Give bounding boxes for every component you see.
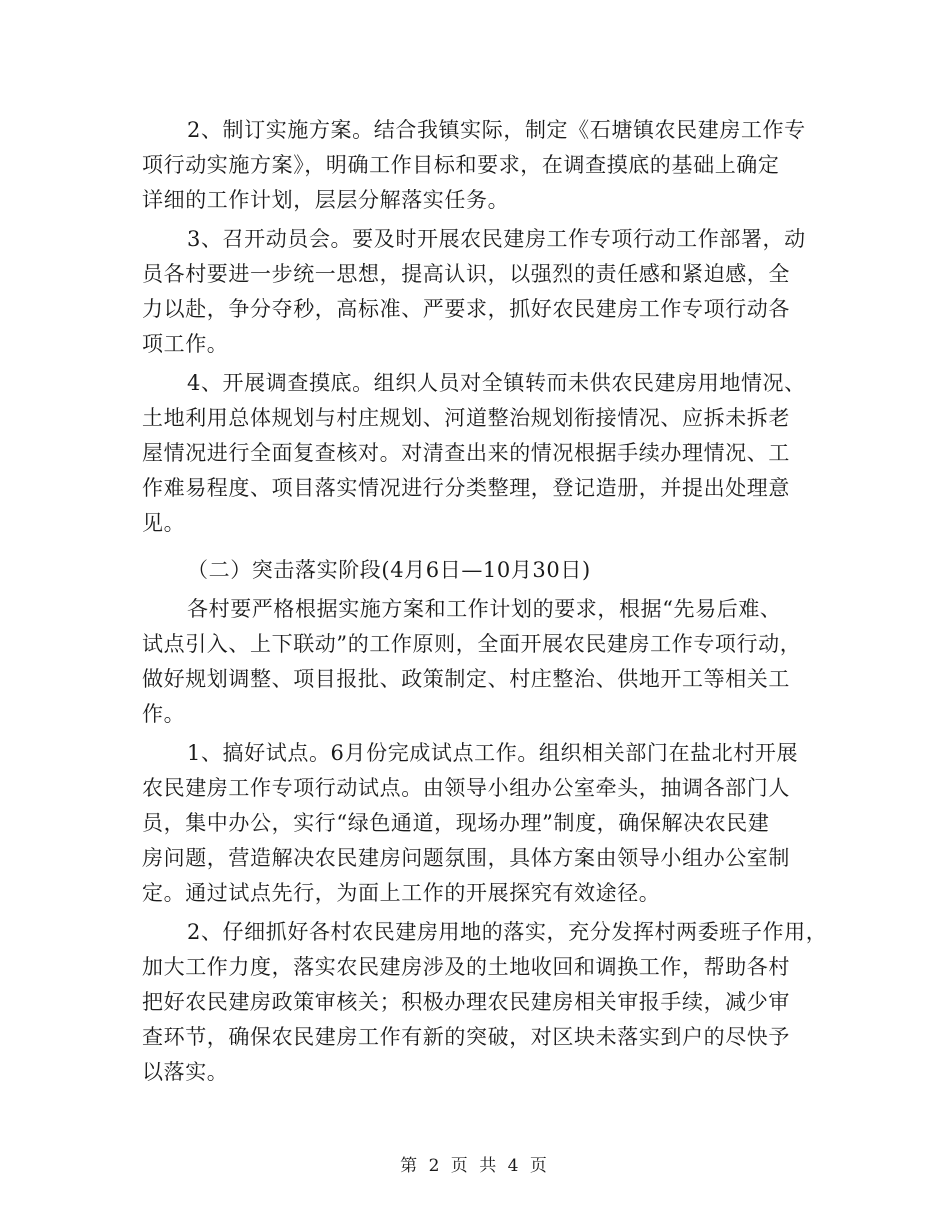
paragraph-line: 试点引入、上下联动”的工作原则，全面开展农民建房工作专项行动， — [142, 632, 802, 656]
paragraph-line: 农民建房工作专项行动试点。由领导小组办公室牵头，抽调各部门人 — [142, 776, 790, 800]
paragraph-line: 项工作。 — [142, 332, 229, 356]
paragraph-line: 作难易程度、项目落实情况进行分类整理，登记造册，并提出处理意 — [142, 476, 790, 500]
paragraph-line: 1、搞好试点。6月份完成试点工作。组织相关部门在盐北村开展 — [187, 741, 799, 765]
paragraph-line: 查环节，确保农民建房工作有新的突破，对区块未落实到户的尽快予 — [142, 1025, 790, 1049]
page-number-footer: 第 2 页 共 4 页 — [400, 1156, 550, 1176]
paragraph-line: 力以赴，争分夺秒，高标准、严要求，抓好农民建房工作专项行动各 — [142, 297, 790, 321]
paragraph-line: 把好农民建房政策审核关；积极办理农民建房相关审报手续，减少审 — [142, 990, 790, 1014]
paragraph-line: 员各村要进一步统一思想，提高认识，以强烈的责任感和紧迫感，全 — [142, 262, 790, 286]
paragraph-line: 4、开展调查摸底。组织人员对全镇转而未供农民建房用地情况、 — [187, 371, 806, 395]
paragraph-line: 项行动实施方案》，明确工作目标和要求，在调查摸底的基础上确定 — [142, 153, 780, 177]
paragraph-line: 2、仔细抓好各村农民建房用地的落实，充分发挥村两委班子作用， — [187, 920, 828, 944]
paragraph-line: 员，集中办公，实行“绿色通道，现场办理”制度，确保解决农民建 — [142, 811, 770, 835]
paragraph-line: 3、召开动员会。要及时开展农民建房工作专项行动工作部署，动 — [187, 227, 806, 251]
paragraph-line: 土地利用总体规划与村庄规划、河道整治规划衔接情况、应拆未拆老 — [142, 406, 790, 430]
paragraph-line: 屋情况进行全面复查核对。对清查出来的情况根据手续办理情况、工 — [142, 441, 790, 465]
paragraph-line: 房问题，营造解决农民建房问题氛围，具体方案由领导小组办公室制 — [142, 846, 790, 870]
paragraph-line: 定。通过试点先行，为面上工作的开展探究有效途径。 — [142, 881, 661, 905]
paragraph-line: 见。 — [142, 511, 186, 535]
paragraph-line: 详细的工作计划，层层分解落实任务。 — [142, 188, 510, 212]
paragraph-line: 作。 — [142, 702, 186, 726]
section-heading: （二）突击落实阶段(4月6日—10月30日) — [187, 558, 591, 582]
paragraph-line: 各村要严格根据实施方案和工作计划的要求，根据“先易后难、 — [187, 597, 782, 621]
paragraph-line: 加大工作力度，落实农民建房涉及的土地收回和调换工作，帮助各村 — [142, 955, 790, 979]
paragraph-line: 以落实。 — [142, 1060, 229, 1084]
paragraph-line: 2、制订实施方案。结合我镇实际，制定《石塘镇农民建房工作专 — [187, 118, 806, 142]
paragraph-line: 做好规划调整、项目报批、政策制定、村庄整治、供地开工等相关工 — [142, 667, 790, 691]
